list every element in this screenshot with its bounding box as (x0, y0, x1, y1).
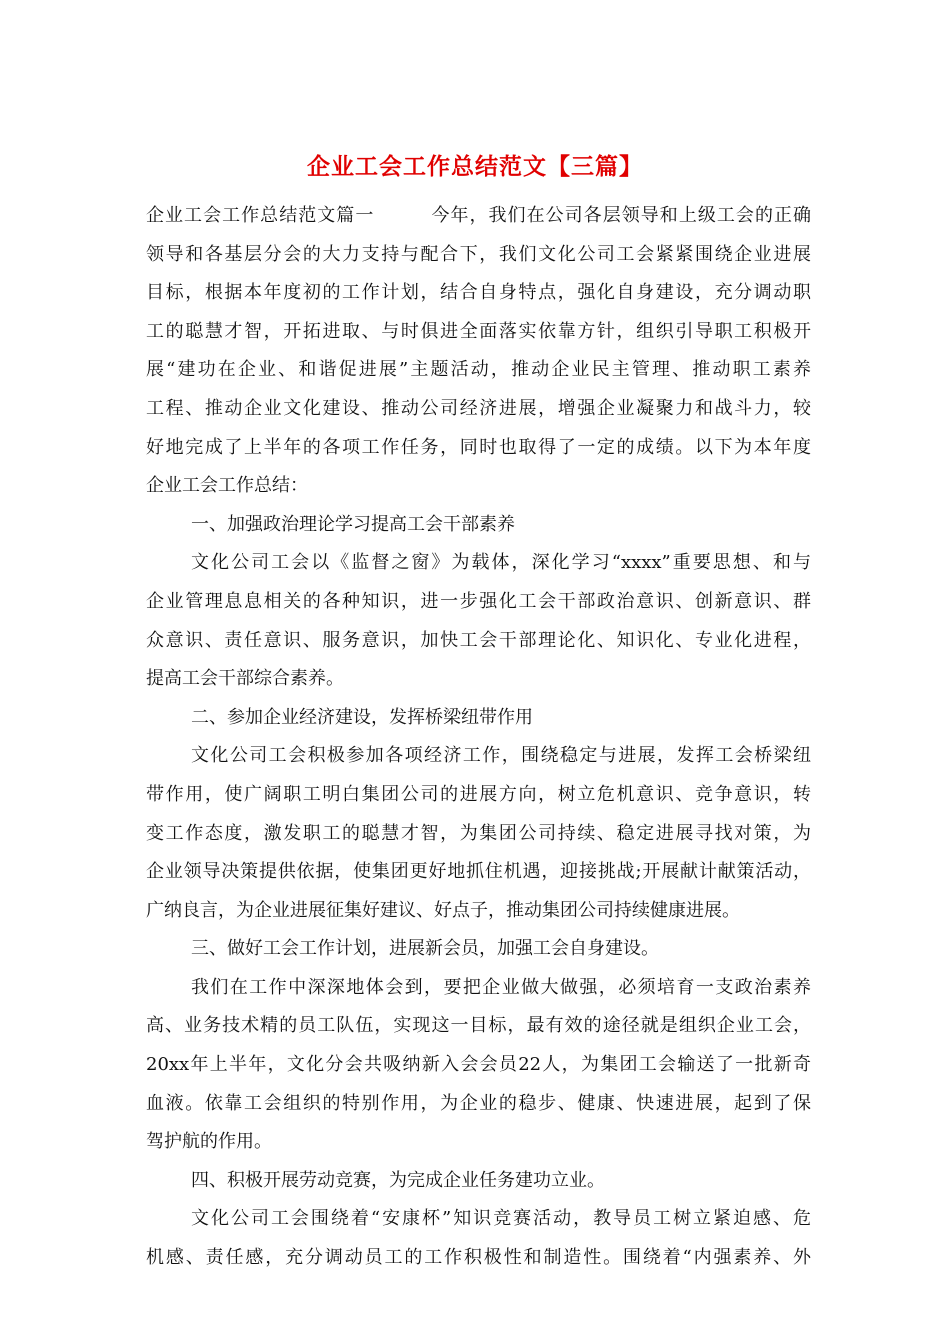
text-line: 企业工会工作总结： (146, 475, 308, 497)
text-line: 文化公司工会围绕着“安康杯”知识竞赛活动，教导员工树立紧迫感、危 (191, 1208, 811, 1230)
text-line: 企业工会工作总结范文篇一 今年，我们在公司各层领导和上级工会的正确 (146, 205, 811, 226)
text-line: 领导和各基层分会的大力支持与配合下，我们文化公司工会紧紧围绕企业进展 (146, 243, 811, 265)
text-line: 企业领导决策提供依据，使集团更好地抓住机遇，迎接挑战;开展献计献策活动， (146, 861, 811, 883)
text-line: 驾护航的作用。 (146, 1131, 272, 1153)
document-title: 企业工会工作总结范文【三篇】 (307, 153, 643, 180)
text-line: 展“建功在企业、和谐促进展”主题活动，推动企业民主管理、推动职工素养 (146, 359, 811, 381)
text-line: 目标，根据本年度初的工作计划，结合自身特点，强化自身建设，充分调动职 (146, 282, 811, 304)
text-line: 文化公司工会积极参加各项经济工作，围绕稳定与进展，发挥工会桥梁纽 (191, 745, 811, 767)
text-line: 企业管理息息相关的各种知识，进一步强化工会干部政治意识、创新意识、群 (146, 590, 811, 612)
text-line: 好地完成了上半年的各项工作任务，同时也取得了一定的成绩。以下为本年度 (146, 436, 811, 458)
text-line: 广纳良言，为企业进展征集好建议、好点子，推动集团公司持续健康进展。 (146, 899, 740, 921)
text-line: 众意识、责任意识、服务意识，加快工会干部理论化、知识化、专业化进程， (146, 629, 811, 651)
text-line: 文化公司工会以《监督之窗》为载体，深化学习“xxxx”重要思想、和与 (191, 552, 811, 574)
text-line: 我们在工作中深深地体会到，要把企业做大做强，必须培育一支政治素养 (191, 976, 811, 998)
text-line: 变工作态度，激发职工的聪慧才智，为集团公司持续、稳定进展寻找对策，为 (146, 822, 811, 844)
text-line: 带作用，使广阔职工明白集团公司的进展方向，树立危机意识、竞争意识，转 (146, 783, 811, 805)
text-line: 提高工会干部综合素养。 (146, 668, 344, 690)
text-line: 血液。依靠工会组织的特别作用，为企业的稳步、健康、快速进展，起到了保 (146, 1092, 811, 1114)
section-heading-4: 四、积极开展劳动竞赛，为完成企业任务建功立业。 (191, 1169, 605, 1191)
text-line: 工的聪慧才智，开拓进取、与时俱进全面落实依靠方针，组织引导职工积极开 (146, 320, 811, 342)
text-line: 高、业务技术精的员工队伍，实现这一目标，最有效的途径就是组织企业工会， (146, 1015, 811, 1037)
section-heading-1: 一、加强政治理论学习提高工会干部素养 (191, 513, 515, 535)
text-line: 机感、责任感，充分调动员工的工作积极性和制造性。围绕着“内强素养、外 (146, 1247, 811, 1269)
section-heading-2: 二、参加企业经济建设，发挥桥梁纽带作用 (191, 706, 533, 728)
document-body (146, 197, 811, 1278)
section-heading-3: 三、做好工会工作计划，进展新会员，加强工会自身建设。 (191, 938, 659, 960)
text-line: 工程、推动企业文化建设、推动公司经济进展，增强企业凝聚力和战斗力，较 (146, 397, 811, 419)
text-line: 20xx年上半年，文化分会共吸纳新入会会员22人，为集团工会输送了一批新奇 (146, 1054, 811, 1076)
